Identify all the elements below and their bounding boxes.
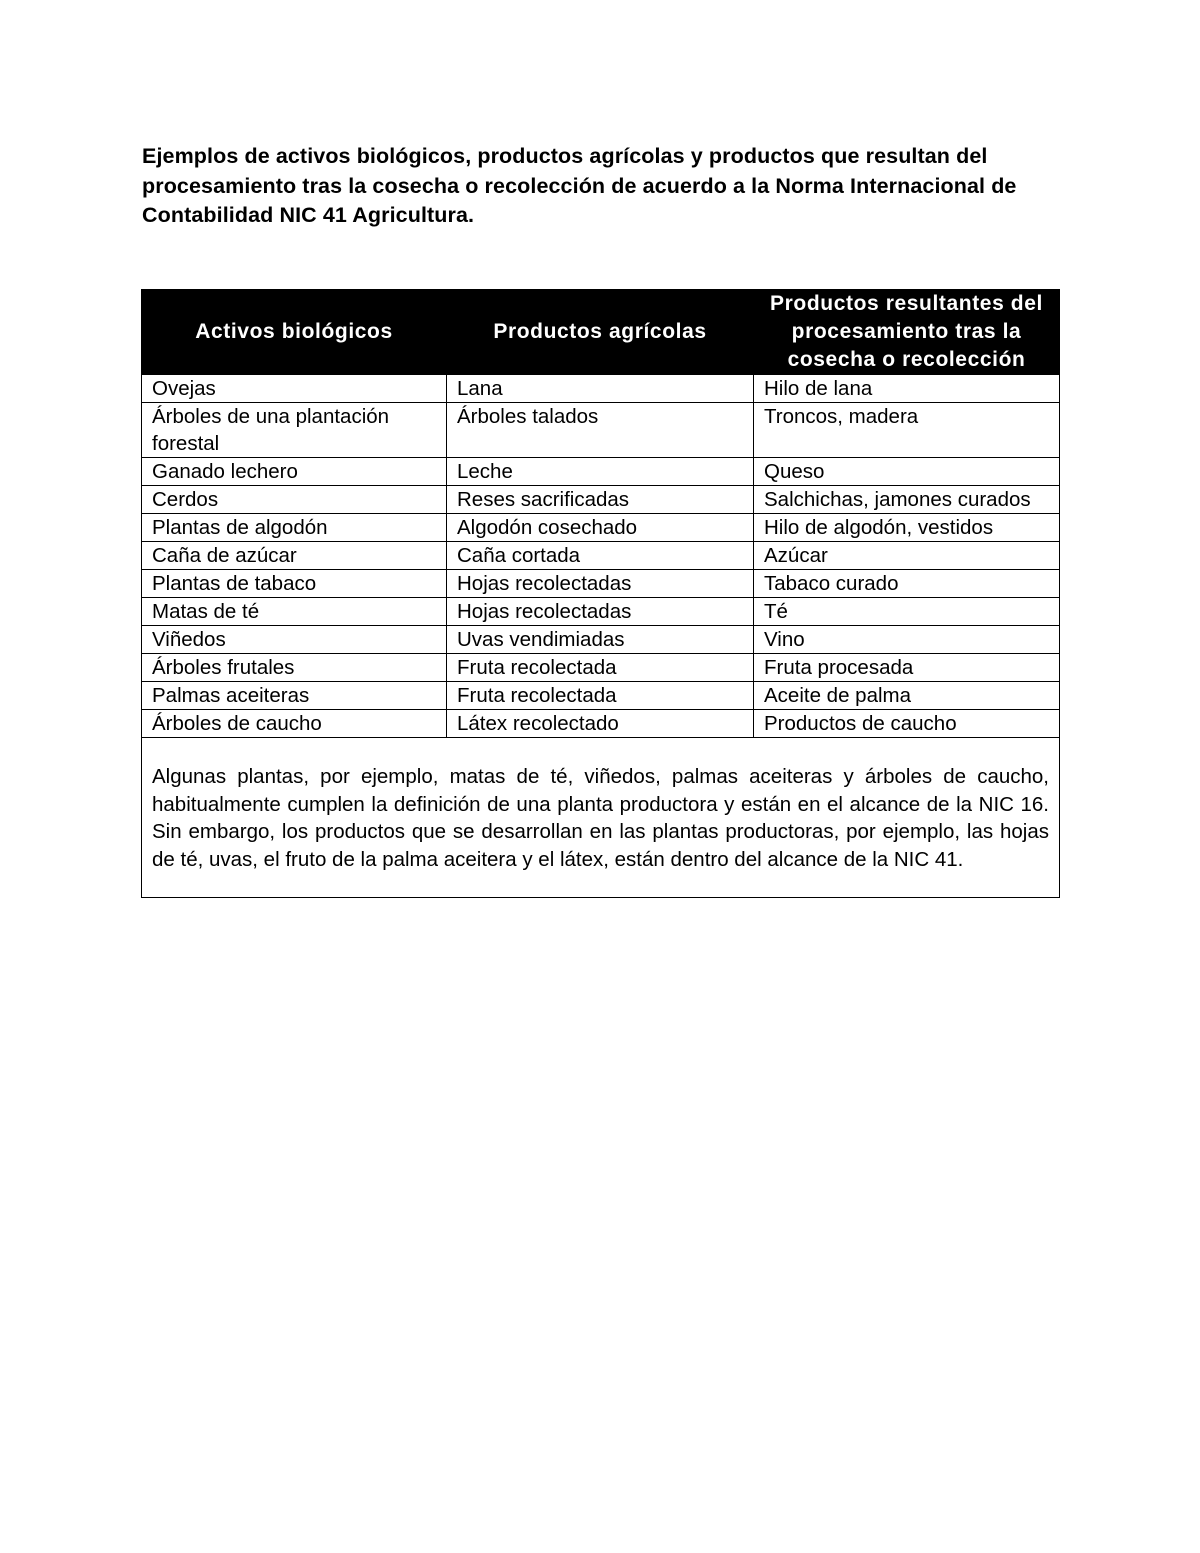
table-cell: Ganado lechero (142, 458, 447, 486)
table-note-text: Algunas plantas, por ejemplo, matas de té, viñedos, palmas aceiteras y árboles de caucho, habitualmente cumplen la definición de una planta productora y están en el alcance de la NIC 16. Sin embargo, los productos que se desarrollan en las plantas productoras, por ejemplo, las hojas de té, uvas, el fruto de la palma aceitera y el látex, están dentro del alcance de la NIC 41. (152, 765, 1049, 871)
table-cell: Árboles de una plantación forestal (142, 403, 447, 458)
table-cell: Hojas recolectadas (447, 598, 754, 626)
table-cell: Salchichas, jamones curados (754, 486, 1060, 514)
table-cell: Caña cortada (447, 542, 754, 570)
table-cell: Hilo de lana (754, 375, 1060, 403)
table-cell: Uvas vendimiadas (447, 626, 754, 654)
table-row (142, 375, 1060, 403)
table-cell: Árboles de caucho (142, 710, 447, 738)
table-row (142, 598, 1060, 626)
table-cell: Troncos, madera (754, 403, 1060, 458)
table-cell: Lana (447, 375, 754, 403)
table-cell: Algodón cosechado (447, 514, 754, 542)
table-row (142, 514, 1060, 542)
table-note-cell (142, 738, 1060, 898)
table-row (142, 403, 1060, 458)
table-cell: Plantas de algodón (142, 514, 447, 542)
table-cell: Cerdos (142, 486, 447, 514)
table-cell: Reses sacrificadas (447, 486, 754, 514)
table-row (142, 458, 1060, 486)
table-cell: Vino (754, 626, 1060, 654)
header-productos-resultantes: Productos resultantes del procesamiento tras la cosecha o recolección (754, 290, 1060, 375)
nic41-examples-table (141, 289, 1060, 898)
table-row (142, 710, 1060, 738)
table-cell: Ovejas (142, 375, 447, 403)
table-cell: Fruta recolectada (447, 682, 754, 710)
page-title: Ejemplos de activos biológicos, productos agrícolas y productos que resultan del procesamiento tras la cosecha o recolección de acuerdo a la Norma Internacional de Contabilidad NIC 41 Agricultura. (142, 144, 1017, 227)
table-header-row (142, 290, 1060, 375)
table-row (142, 570, 1060, 598)
table-cell: Fruta procesada (754, 654, 1060, 682)
table-cell: Leche (447, 458, 754, 486)
table-cell: Matas de té (142, 598, 447, 626)
table-cell: Viñedos (142, 626, 447, 654)
table-cell: Azúcar (754, 542, 1060, 570)
table-cell: Caña de azúcar (142, 542, 447, 570)
table-cell: Palmas aceiteras (142, 682, 447, 710)
header-productos-agricolas: Productos agrícolas (447, 290, 754, 375)
table-row (142, 542, 1060, 570)
table-note-row (142, 738, 1060, 898)
table-row (142, 682, 1060, 710)
table-cell: Tabaco curado (754, 570, 1060, 598)
table-cell: Hojas recolectadas (447, 570, 754, 598)
table-row (142, 486, 1060, 514)
table-cell: Plantas de tabaco (142, 570, 447, 598)
table-cell: Hilo de algodón, vestidos (754, 514, 1060, 542)
table-cell: Té (754, 598, 1060, 626)
table-cell: Productos de caucho (754, 710, 1060, 738)
table-row (142, 626, 1060, 654)
table-row (142, 654, 1060, 682)
table-cell: Árboles frutales (142, 654, 447, 682)
table-cell: Fruta recolectada (447, 654, 754, 682)
header-activos-biologicos: Activos biológicos (142, 290, 447, 375)
table-cell: Aceite de palma (754, 682, 1060, 710)
table-cell: Árboles talados (447, 403, 754, 458)
table-cell: Látex recolectado (447, 710, 754, 738)
table-cell: Queso (754, 458, 1060, 486)
